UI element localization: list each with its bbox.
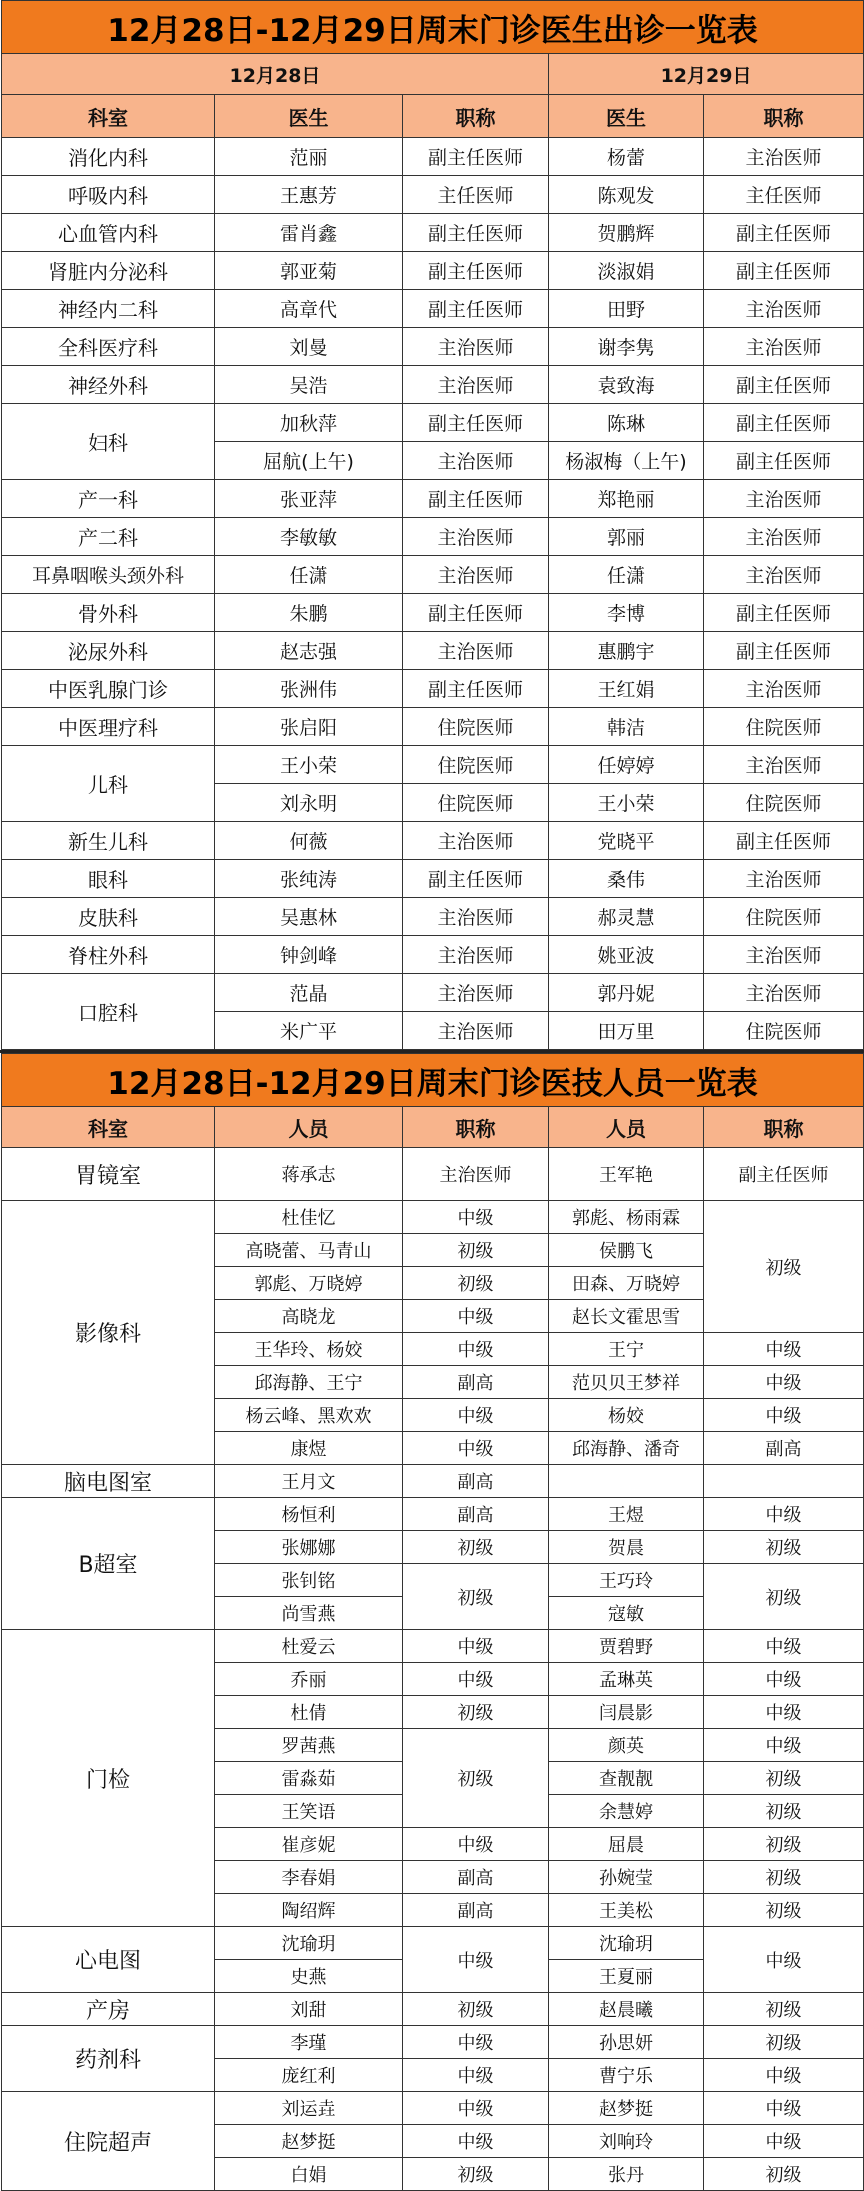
title-cell-day2 <box>704 1465 864 1498</box>
person-cell-day2: 杨姣 <box>549 1399 704 1432</box>
doctor-cell-day1: 范丽 <box>215 138 403 176</box>
dept-cell: 神经内二科 <box>2 290 215 328</box>
dept-cell: 新生儿科 <box>2 822 215 860</box>
title-cell-day2: 初级 <box>704 1993 864 2026</box>
title-cell-day1: 副主任医师 <box>403 860 549 898</box>
doctor-cell-day1: 郭亚菊 <box>215 252 403 290</box>
table-row <box>2 860 864 898</box>
col-header-doctor-1: 医生 <box>215 95 403 138</box>
table-row <box>2 632 864 670</box>
title-cell-day2: 中级 <box>704 1333 864 1366</box>
dept-cell: 眼科 <box>2 860 215 898</box>
person-cell-day2: 范贝贝王梦祥 <box>549 1366 704 1399</box>
person-cell-day1: 康煜 <box>215 1432 403 1465</box>
title-cell-day2: 副主任医师 <box>704 442 864 480</box>
dept-cell: 门检 <box>2 1630 215 1927</box>
doctor-cell-day2: 杨淑梅（上午) <box>549 442 704 480</box>
title-cell-day2: 主治医师 <box>704 480 864 518</box>
doctor-schedule-table <box>1 0 864 1050</box>
doctor-cell-day2: 桑伟 <box>549 860 704 898</box>
table-row <box>2 1201 864 1234</box>
table-row <box>2 1498 864 1531</box>
dept-cell: 产二科 <box>2 518 215 556</box>
title-cell-day1: 主治医师 <box>403 632 549 670</box>
person-cell-day2: 赵梦挺 <box>549 2092 704 2125</box>
table-row <box>2 214 864 252</box>
dept-cell: B超室 <box>2 1498 215 1630</box>
title-cell-day1: 初级 <box>403 1729 549 1828</box>
dept-cell: 脊柱外科 <box>2 936 215 974</box>
table-row <box>2 366 864 404</box>
title-cell-day1: 副主任医师 <box>403 252 549 290</box>
title-cell-day2: 主治医师 <box>704 936 864 974</box>
person-cell-day1: 乔丽 <box>215 1663 403 1696</box>
tech-col-header-person-1: 人员 <box>215 1107 403 1148</box>
person-cell-day1: 杜佳忆 <box>215 1201 403 1234</box>
dept-cell: 产房 <box>2 1993 215 2026</box>
doctor-cell-day1: 刘曼 <box>215 328 403 366</box>
title-cell-day2: 初级 <box>704 1762 864 1795</box>
title-cell-day2: 中级 <box>704 2092 864 2125</box>
title-cell-day1: 副主任医师 <box>403 594 549 632</box>
title-cell-day1: 副主任医师 <box>403 214 549 252</box>
title-cell-day2: 初级 <box>704 1564 864 1630</box>
person-cell-day1: 高晓龙 <box>215 1300 403 1333</box>
person-cell-day2: 贾碧野 <box>549 1630 704 1663</box>
table-row <box>2 936 864 974</box>
table-row <box>2 2092 864 2125</box>
title-cell-day1: 中级 <box>403 2059 549 2092</box>
dept-cell: 妇科 <box>2 404 215 480</box>
tech-table-title: 12月28日-12月29日周末门诊医技人员一览表 <box>2 1054 864 1107</box>
title-cell-day1: 主治医师 <box>403 328 549 366</box>
doctor-cell-day1: 张亚萍 <box>215 480 403 518</box>
person-cell-day1: 沈瑜玥 <box>215 1927 403 1960</box>
person-cell-day1: 刘运垚 <box>215 2092 403 2125</box>
title-cell-day2: 主治医师 <box>704 328 864 366</box>
table-row <box>2 594 864 632</box>
person-cell-day2: 郭彪、杨雨霖 <box>549 1201 704 1234</box>
title-cell-day2: 中级 <box>704 1729 864 1762</box>
dept-cell: 心电图 <box>2 1927 215 1993</box>
person-cell-day2: 孟琳英 <box>549 1663 704 1696</box>
title-cell-day1: 住院医师 <box>403 708 549 746</box>
person-cell-day1: 史燕 <box>215 1960 403 1993</box>
title-cell-day2: 主治医师 <box>704 290 864 328</box>
title-cell-day2: 初级 <box>704 1795 864 1828</box>
person-cell-day1: 邱海静、王宁 <box>215 1366 403 1399</box>
person-cell-day1: 郭彪、万晓婷 <box>215 1267 403 1300</box>
title-cell-day1: 主任医师 <box>403 176 549 214</box>
title-cell-day2: 主治医师 <box>704 974 864 1012</box>
dept-cell: 脑电图室 <box>2 1465 215 1498</box>
dept-cell: 耳鼻咽喉头颈外科 <box>2 556 215 594</box>
title-cell-day2: 副主任医师 <box>704 822 864 860</box>
title-cell-day1: 主治医师 <box>403 898 549 936</box>
title-cell-day2: 主治医师 <box>704 556 864 594</box>
col-header-title-1: 职称 <box>403 95 549 138</box>
table-row <box>2 290 864 328</box>
doctor-cell-day2: 袁致海 <box>549 366 704 404</box>
dept-cell: 中医乳腺门诊 <box>2 670 215 708</box>
dept-cell: 中医理疗科 <box>2 708 215 746</box>
table-row <box>2 252 864 290</box>
dept-cell: 泌尿外科 <box>2 632 215 670</box>
doctor-cell-day2: 谢李隽 <box>549 328 704 366</box>
title-cell-day2: 住院医师 <box>704 784 864 822</box>
table-row <box>2 746 864 784</box>
person-cell-day1: 罗茜燕 <box>215 1729 403 1762</box>
title-cell-day1: 中级 <box>403 1432 549 1465</box>
doctor-cell-day1: 米广平 <box>215 1012 403 1050</box>
dept-cell: 呼吸内科 <box>2 176 215 214</box>
table-row <box>2 480 864 518</box>
title-cell-day2: 中级 <box>704 1696 864 1729</box>
doctor-cell-day2: 郭丹妮 <box>549 974 704 1012</box>
doctor-cell-day1: 张纯涛 <box>215 860 403 898</box>
title-cell-day1: 初级 <box>403 2158 549 2191</box>
dept-cell: 骨外科 <box>2 594 215 632</box>
date-header-1: 12月28日 <box>2 54 549 95</box>
technician-schedule-table <box>1 1053 864 2191</box>
doctor-cell-day2: 李博 <box>549 594 704 632</box>
title-cell-day2: 主治医师 <box>704 746 864 784</box>
doctor-table-title: 12月28日-12月29日周末门诊医生出诊一览表 <box>2 1 864 54</box>
doctor-cell-day1: 钟剑峰 <box>215 936 403 974</box>
person-cell-day2 <box>549 1465 704 1498</box>
title-cell-day1: 主治医师 <box>403 822 549 860</box>
person-cell-day2: 闫晨影 <box>549 1696 704 1729</box>
dept-cell: 肾脏内分泌科 <box>2 252 215 290</box>
person-cell-day2: 余慧婷 <box>549 1795 704 1828</box>
title-cell-day2: 副主任医师 <box>704 632 864 670</box>
dept-cell: 住院超声 <box>2 2092 215 2191</box>
title-cell-day1: 主治医师 <box>403 366 549 404</box>
tech-col-header-person-2: 人员 <box>549 1107 704 1148</box>
person-cell-day1: 李春娟 <box>215 1861 403 1894</box>
doctor-cell-day2: 姚亚波 <box>549 936 704 974</box>
title-cell-day2: 中级 <box>704 1630 864 1663</box>
person-cell-day1: 赵梦挺 <box>215 2125 403 2158</box>
title-cell-day1: 副高 <box>403 1465 549 1498</box>
person-cell-day1: 杨恒利 <box>215 1498 403 1531</box>
doctor-cell-day1: 朱鹏 <box>215 594 403 632</box>
doctor-cell-day2: 郝灵慧 <box>549 898 704 936</box>
person-cell-day2: 田森、万晓婷 <box>549 1267 704 1300</box>
title-cell-day1: 副高 <box>403 1861 549 1894</box>
title-cell-day2: 住院医师 <box>704 1012 864 1050</box>
doctor-cell-day2: 惠鹏宇 <box>549 632 704 670</box>
title-cell-day1: 中级 <box>403 1927 549 1993</box>
title-cell-day1: 住院医师 <box>403 784 549 822</box>
doctor-cell-day2: 郑艳丽 <box>549 480 704 518</box>
title-cell-day1: 中级 <box>403 1201 549 1234</box>
dept-cell: 影像科 <box>2 1201 215 1465</box>
title-cell-day1: 副高 <box>403 1498 549 1531</box>
title-cell-day2: 中级 <box>704 1366 864 1399</box>
table-row <box>2 1630 864 1663</box>
title-cell-day2: 主治医师 <box>704 518 864 556</box>
doctor-cell-day2: 任潇 <box>549 556 704 594</box>
title-cell-day1: 中级 <box>403 2092 549 2125</box>
title-cell-day2: 初级 <box>704 1201 864 1333</box>
dept-cell: 药剂科 <box>2 2026 215 2092</box>
title-cell-day1: 副高 <box>403 1894 549 1927</box>
dept-cell: 皮肤科 <box>2 898 215 936</box>
table-row <box>2 1993 864 2026</box>
title-cell-day2: 中级 <box>704 2125 864 2158</box>
title-cell-day1: 主治医师 <box>403 1012 549 1050</box>
doctor-cell-day1: 加秋萍 <box>215 404 403 442</box>
tech-col-header-dept: 科室 <box>2 1107 215 1148</box>
title-cell-day2: 中级 <box>704 1498 864 1531</box>
doctor-cell-day1: 吴浩 <box>215 366 403 404</box>
title-cell-day2: 副高 <box>704 1432 864 1465</box>
doctor-cell-day2: 韩洁 <box>549 708 704 746</box>
title-cell-day2: 主治医师 <box>704 670 864 708</box>
title-cell-day2: 副主任医师 <box>704 252 864 290</box>
person-cell-day1: 白娟 <box>215 2158 403 2191</box>
doctor-cell-day2: 王红娟 <box>549 670 704 708</box>
person-cell-day2: 王夏丽 <box>549 1960 704 1993</box>
title-cell-day1: 主治医师 <box>403 556 549 594</box>
person-cell-day2: 王军艳 <box>549 1148 704 1201</box>
doctor-cell-day1: 王惠芳 <box>215 176 403 214</box>
doctor-cell-day2: 任婷婷 <box>549 746 704 784</box>
title-cell-day1: 副主任医师 <box>403 290 549 328</box>
person-cell-day1: 张娜娜 <box>215 1531 403 1564</box>
doctor-cell-day1: 何薇 <box>215 822 403 860</box>
title-cell-day2: 初级 <box>704 2158 864 2191</box>
col-header-dept: 科室 <box>2 95 215 138</box>
dept-cell: 儿科 <box>2 746 215 822</box>
title-cell-day2: 副主任医师 <box>704 366 864 404</box>
doctor-cell-day1: 雷肖鑫 <box>215 214 403 252</box>
doctor-cell-day2: 郭丽 <box>549 518 704 556</box>
person-cell-day2: 颜英 <box>549 1729 704 1762</box>
person-cell-day2: 曹宁乐 <box>549 2059 704 2092</box>
title-cell-day1: 中级 <box>403 1828 549 1861</box>
dept-cell: 口腔科 <box>2 974 215 1050</box>
doctor-cell-day1: 高章代 <box>215 290 403 328</box>
title-cell-day2: 初级 <box>704 1861 864 1894</box>
title-cell-day1: 初级 <box>403 1531 549 1564</box>
title-cell-day1: 中级 <box>403 2125 549 2158</box>
table-row <box>2 138 864 176</box>
person-cell-day1: 王月文 <box>215 1465 403 1498</box>
person-cell-day2: 孙思妍 <box>549 2026 704 2059</box>
person-cell-day2: 查靓靓 <box>549 1762 704 1795</box>
table-row <box>2 974 864 1012</box>
table-row <box>2 1927 864 1960</box>
title-cell-day1: 中级 <box>403 1300 549 1333</box>
title-cell-day2: 初级 <box>704 2026 864 2059</box>
title-cell-day1: 副主任医师 <box>403 670 549 708</box>
person-cell-day1: 张钊铭 <box>215 1564 403 1597</box>
person-cell-day1: 杨云峰、黑欢欢 <box>215 1399 403 1432</box>
person-cell-day1: 李瑾 <box>215 2026 403 2059</box>
title-cell-day1: 主治医师 <box>403 518 549 556</box>
table-row <box>2 518 864 556</box>
title-cell-day2: 住院医师 <box>704 898 864 936</box>
title-cell-day1: 中级 <box>403 1333 549 1366</box>
person-cell-day1: 庞红利 <box>215 2059 403 2092</box>
person-cell-day1: 尚雪燕 <box>215 1597 403 1630</box>
date-header-2: 12月29日 <box>549 54 864 95</box>
person-cell-day2: 寇敏 <box>549 1597 704 1630</box>
title-cell-day2: 中级 <box>704 2059 864 2092</box>
doctor-cell-day1: 王小荣 <box>215 746 403 784</box>
doctor-cell-day2: 田野 <box>549 290 704 328</box>
doctor-cell-day2: 王小荣 <box>549 784 704 822</box>
title-cell-day1: 主治医师 <box>403 974 549 1012</box>
person-cell-day2: 王巧玲 <box>549 1564 704 1597</box>
table-row <box>2 898 864 936</box>
doctor-cell-day1: 吴惠林 <box>215 898 403 936</box>
table-row <box>2 708 864 746</box>
title-cell-day2: 住院医师 <box>704 708 864 746</box>
title-cell-day2: 副主任医师 <box>704 404 864 442</box>
title-cell-day2: 主任医师 <box>704 176 864 214</box>
title-cell-day2: 主治医师 <box>704 138 864 176</box>
title-cell-day1: 初级 <box>403 1993 549 2026</box>
doctor-cell-day2: 田万里 <box>549 1012 704 1050</box>
table-row <box>2 328 864 366</box>
title-cell-day1: 主治医师 <box>403 936 549 974</box>
title-cell-day1: 初级 <box>403 1234 549 1267</box>
doctor-cell-day2: 党晓平 <box>549 822 704 860</box>
title-cell-day1: 副主任医师 <box>403 404 549 442</box>
doctor-cell-day1: 张启阳 <box>215 708 403 746</box>
person-cell-day1: 王笑语 <box>215 1795 403 1828</box>
col-header-title-2: 职称 <box>704 95 864 138</box>
person-cell-day2: 赵晨曦 <box>549 1993 704 2026</box>
title-cell-day1: 中级 <box>403 1630 549 1663</box>
person-cell-day2: 王宁 <box>549 1333 704 1366</box>
title-cell-day1: 中级 <box>403 1399 549 1432</box>
person-cell-day2: 贺晨 <box>549 1531 704 1564</box>
title-cell-day1: 初级 <box>403 1267 549 1300</box>
title-cell-day1: 住院医师 <box>403 746 549 784</box>
table-row <box>2 176 864 214</box>
doctor-cell-day2: 陈琳 <box>549 404 704 442</box>
person-cell-day1: 王华玲、杨姣 <box>215 1333 403 1366</box>
table-row <box>2 2026 864 2059</box>
title-cell-day1: 副高 <box>403 1366 549 1399</box>
title-cell-day1: 主治医师 <box>403 1148 549 1201</box>
table-row <box>2 1148 864 1201</box>
person-cell-day2: 刘响玲 <box>549 2125 704 2158</box>
doctor-cell-day1: 屈航(上午) <box>215 442 403 480</box>
dept-cell: 心血管内科 <box>2 214 215 252</box>
tech-col-header-title-1: 职称 <box>403 1107 549 1148</box>
doctor-cell-day1: 任潇 <box>215 556 403 594</box>
person-cell-day1: 陶绍辉 <box>215 1894 403 1927</box>
title-cell-day2: 中级 <box>704 1927 864 1993</box>
dept-cell: 神经外科 <box>2 366 215 404</box>
doctor-cell-day2: 贺鹏辉 <box>549 214 704 252</box>
dept-cell: 产一科 <box>2 480 215 518</box>
person-cell-day2: 赵长文霍思雪 <box>549 1300 704 1333</box>
title-cell-day1: 副主任医师 <box>403 138 549 176</box>
person-cell-day2: 侯鹏飞 <box>549 1234 704 1267</box>
title-cell-day2: 初级 <box>704 1531 864 1564</box>
title-cell-day2: 副主任医师 <box>704 214 864 252</box>
title-cell-day1: 中级 <box>403 1663 549 1696</box>
person-cell-day1: 杜爱云 <box>215 1630 403 1663</box>
dept-cell: 全科医疗科 <box>2 328 215 366</box>
table-row <box>2 404 864 442</box>
title-cell-day2: 初级 <box>704 1828 864 1861</box>
title-cell-day2: 中级 <box>704 1663 864 1696</box>
person-cell-day2: 王美松 <box>549 1894 704 1927</box>
title-cell-day2: 初级 <box>704 1894 864 1927</box>
doctor-cell-day1: 李敏敏 <box>215 518 403 556</box>
doctor-cell-day2: 陈观发 <box>549 176 704 214</box>
doctor-cell-day2: 淡淑娟 <box>549 252 704 290</box>
table-row <box>2 670 864 708</box>
col-header-doctor-2: 医生 <box>549 95 704 138</box>
title-cell-day2: 主治医师 <box>704 860 864 898</box>
title-cell-day2: 中级 <box>704 1399 864 1432</box>
table-row <box>2 1465 864 1498</box>
title-cell-day1: 副主任医师 <box>403 480 549 518</box>
doctor-cell-day1: 赵志强 <box>215 632 403 670</box>
person-cell-day1: 高晓蕾、马青山 <box>215 1234 403 1267</box>
doctor-cell-day1: 范晶 <box>215 974 403 1012</box>
dept-cell: 消化内科 <box>2 138 215 176</box>
title-cell-day1: 初级 <box>403 1564 549 1630</box>
tech-col-header-title-2: 职称 <box>704 1107 864 1148</box>
person-cell-day2: 邱海静、潘奇 <box>549 1432 704 1465</box>
person-cell-day1: 雷淼茹 <box>215 1762 403 1795</box>
table-row <box>2 822 864 860</box>
doctor-cell-day2: 杨蕾 <box>549 138 704 176</box>
person-cell-day2: 王煜 <box>549 1498 704 1531</box>
person-cell-day2: 张丹 <box>549 2158 704 2191</box>
title-cell-day1: 中级 <box>403 2026 549 2059</box>
person-cell-day2: 孙婉莹 <box>549 1861 704 1894</box>
person-cell-day1: 蒋承志 <box>215 1148 403 1201</box>
doctor-cell-day1: 刘永明 <box>215 784 403 822</box>
title-cell-day2: 副主任医师 <box>704 1148 864 1201</box>
title-cell-day2: 副主任医师 <box>704 594 864 632</box>
title-cell-day1: 主治医师 <box>403 442 549 480</box>
person-cell-day2: 屈晨 <box>549 1828 704 1861</box>
table-row <box>2 556 864 594</box>
title-cell-day1: 初级 <box>403 1696 549 1729</box>
person-cell-day1: 杜倩 <box>215 1696 403 1729</box>
person-cell-day1: 崔彦妮 <box>215 1828 403 1861</box>
dept-cell: 胃镜室 <box>2 1148 215 1201</box>
doctor-cell-day1: 张洲伟 <box>215 670 403 708</box>
person-cell-day2: 沈瑜玥 <box>549 1927 704 1960</box>
person-cell-day1: 刘甜 <box>215 1993 403 2026</box>
